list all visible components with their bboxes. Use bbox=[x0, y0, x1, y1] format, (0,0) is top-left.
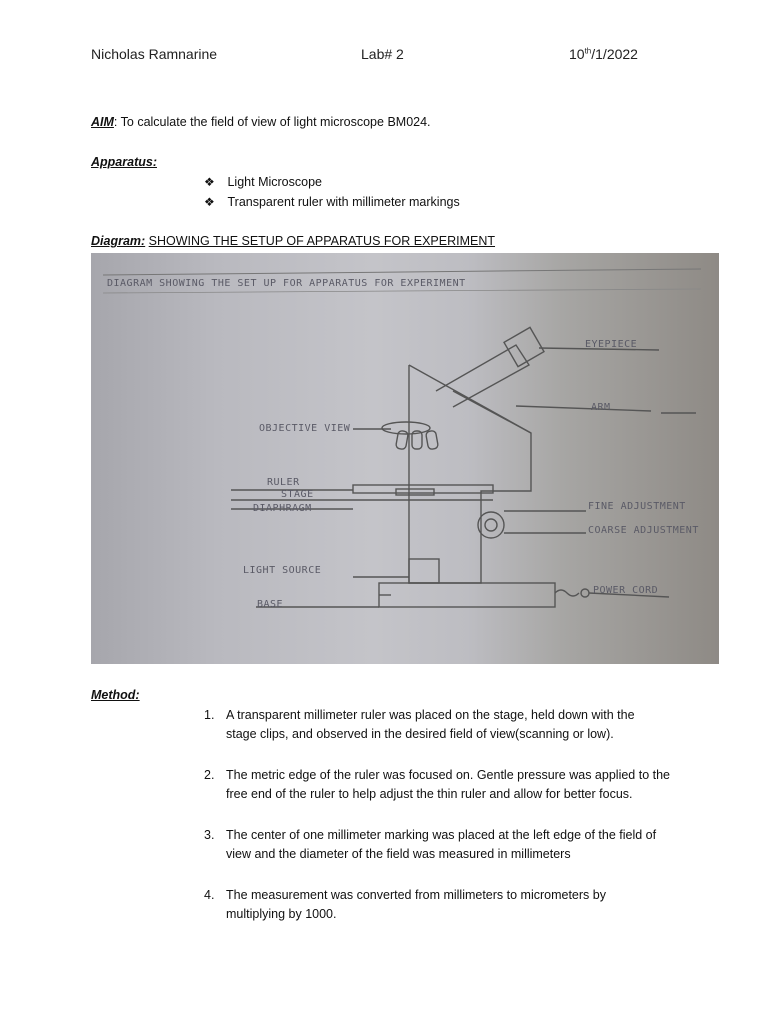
label-stage: STAGE bbox=[281, 489, 314, 500]
label-diaphragm: DIAPHRAGM bbox=[253, 503, 312, 514]
diagram-photo bbox=[91, 253, 719, 664]
label-base: BASE bbox=[257, 599, 284, 610]
aim-text: : To calculate the field of view of light microscope BM024. bbox=[113, 115, 431, 129]
apparatus-heading: Apparatus: bbox=[91, 155, 157, 169]
diagram-caption: SHOWING THE SETUP OF APPARATUS FOR EXPERIMENT bbox=[148, 234, 496, 248]
step-number: 2. bbox=[204, 768, 215, 782]
diagram-heading bbox=[91, 234, 495, 248]
label-objective: OBJECTIVE VIEW bbox=[259, 423, 351, 434]
diamond-bullet-icon: ❖ bbox=[204, 175, 215, 189]
step-text-line: free end of the ruler to help adjust the thin ruler and allow for better focus. bbox=[226, 787, 633, 801]
diamond-bullet-icon: ❖ bbox=[204, 195, 215, 209]
apparatus-item-label: Transparent ruler with millimeter markings bbox=[227, 195, 460, 209]
diagram-label: Diagram: bbox=[91, 234, 146, 248]
step-text-line: The measurement was converted from millimeters to micrometers by bbox=[226, 888, 606, 902]
label-arm: ARM bbox=[591, 402, 611, 413]
microscope-sketch bbox=[91, 253, 719, 664]
apparatus-item bbox=[204, 195, 460, 209]
date-rest: /1/2022 bbox=[591, 46, 638, 62]
label-ruler: RULER bbox=[267, 477, 300, 488]
author-name: Nicholas Ramnarine bbox=[91, 46, 218, 62]
apparatus-item-label: Light Microscope bbox=[227, 175, 322, 189]
aim-label: AIM bbox=[91, 115, 114, 129]
step-number: 4. bbox=[204, 888, 215, 902]
sketch-title: DIAGRAM SHOWING THE SET UP FOR APPARATUS FOR EXPERIMENT bbox=[107, 278, 466, 289]
step-text-line: The metric edge of the ruler was focused on. Gentle pressure was applied to the bbox=[226, 768, 670, 782]
label-coarse-adjustment: COARSE ADJUSTMENT bbox=[588, 525, 699, 536]
lab-number: Lab# 2 bbox=[361, 46, 404, 62]
step-text-line: multiplying by 1000. bbox=[226, 907, 337, 921]
aim-line bbox=[91, 115, 431, 129]
step-text-line: stage clips, and observed in the desired field of view(scanning or low). bbox=[226, 727, 614, 741]
lab-date bbox=[569, 46, 638, 62]
label-light-source: LIGHT SOURCE bbox=[243, 565, 322, 576]
date-day: 10 bbox=[569, 46, 585, 62]
apparatus-item bbox=[204, 175, 322, 189]
method-heading: Method: bbox=[91, 688, 140, 702]
step-text-line: A transparent millimeter ruler was placed on the stage, held down with the bbox=[226, 708, 635, 722]
step-text-line: The center of one millimeter marking was placed at the left edge of the field of bbox=[226, 828, 657, 842]
label-fine-adjustment: FINE ADJUSTMENT bbox=[588, 501, 686, 512]
date-ordinal: th bbox=[584, 46, 592, 56]
step-text-line: view and the diameter of the field was measured in millimeters bbox=[226, 847, 571, 861]
step-number: 3. bbox=[204, 828, 215, 842]
step-number: 1. bbox=[204, 708, 215, 722]
label-eyepiece: EYEPIECE bbox=[585, 339, 638, 350]
label-power-cord: POWER CORD bbox=[593, 585, 659, 596]
